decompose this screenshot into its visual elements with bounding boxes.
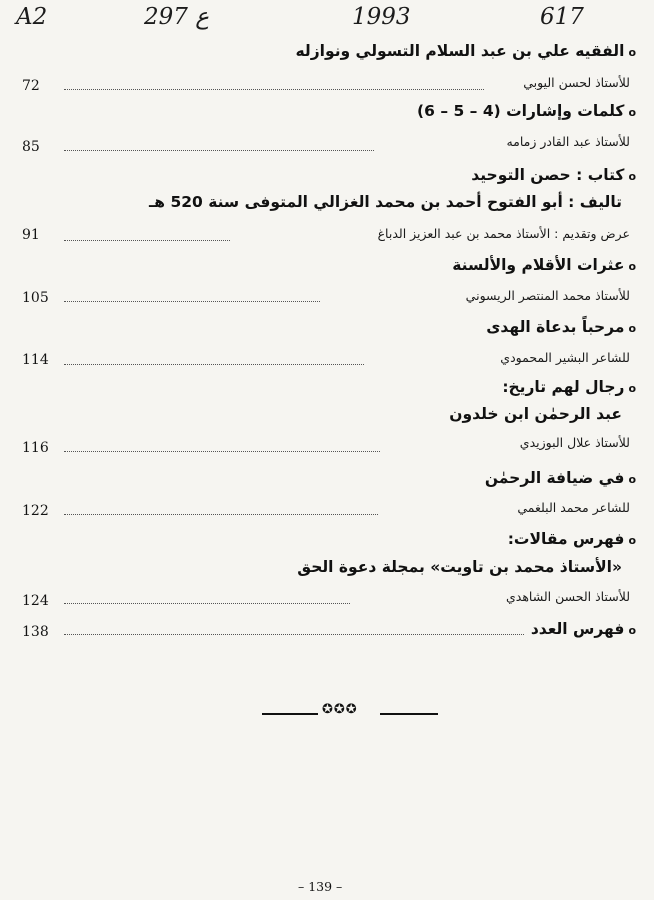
ornament-rule-left [262,713,318,715]
toc-entry-title: oكلمات وإشارات (4 – 5 – 6) [417,102,636,120]
toc-entry-title: oفي ضيافة الرحمٰن [484,469,636,487]
toc-entry-subtitle: «الأستاذ محمد بن تاويت» بمجلة دعوة الحق [297,558,622,576]
handwritten-number: 297 ع [144,4,209,30]
toc-page-number: 91 [22,227,40,243]
bullet-icon: o [628,106,636,119]
page-number-footer: – 139 – [298,879,343,894]
toc-page-number: 114 [22,352,49,368]
leader-dots [64,150,374,151]
toc-entry-title: oكتاب : حصن التوحيد [471,166,636,184]
toc-entry-author: عرض وتقديم : الأستاذ محمد بن عبد العزيز الدباغ [377,226,630,241]
handwritten-code: 617 [540,4,584,30]
bullet-icon: o [628,624,636,637]
leader-dots [64,89,484,90]
toc-entry-author: للشاعر البشير المحمودي [500,350,630,365]
ornament-rule-right [380,713,438,715]
bullet-icon: o [628,473,636,486]
leader-dots [64,514,378,515]
bullet-icon: o [628,382,636,395]
bullet-icon: o [628,170,636,183]
toc-entry-author: للأستاذ عبد القادر زمامه [506,134,630,149]
toc-page-number: 116 [22,440,49,456]
bullet-icon: o [628,534,636,547]
leader-dots [64,451,380,452]
toc-entry-title: oرجال لهم تاريخ: [502,378,636,396]
bullet-icon: o [628,260,636,273]
toc-entry-author: للأستاذ علال البوزيدي [519,435,630,450]
handwritten-year: 1993 [352,4,411,30]
toc-entry-title: oعثرات الأقلام والألسنة [452,256,636,274]
toc-page-number: 85 [22,139,40,155]
toc-entry-subtitle: تاليف : أبو الفتوح أحمد بن محمد الغزالي المتوفى سنة 520 هـ [149,193,622,211]
toc-entry-author: للشاعر محمد البلغمي [517,500,630,515]
toc-page-number: 124 [22,593,49,609]
toc-page-number: 138 [22,624,49,640]
bullet-icon: o [628,46,636,59]
toc-entry-author: للأستاذ الحسن الشاهدي [505,589,630,604]
toc-entry-title: oفهرس مقالات: [507,530,636,548]
handwritten-ref: A2 [16,4,48,30]
leader-dots [64,603,350,604]
toc-entry-title: oمرحباً بدعاة الهدى [486,318,636,336]
toc-entry-author: للأستاذ محمد المنتصر الريسوني [465,288,630,303]
bullet-icon: o [628,322,636,335]
leader-dots [64,634,524,635]
toc-entry-title: oفهرس العدد [530,620,636,638]
toc-page-number: 105 [22,290,49,306]
toc-page-number: 122 [22,503,49,519]
ornament-stars: ✪✪✪ [322,702,358,717]
leader-dots [64,301,320,302]
toc-entry-author: للأستاذ لحسن اليوبي [523,75,630,90]
toc-entry-title: oالفقيه علي بن عبد السلام التسولي ونوازله [295,42,636,60]
leader-dots [64,364,364,365]
leader-dots [64,240,230,241]
toc-page-number: 72 [22,78,40,94]
toc-entry-subtitle: عبد الرحمٰن ابن خلدون [449,405,622,423]
